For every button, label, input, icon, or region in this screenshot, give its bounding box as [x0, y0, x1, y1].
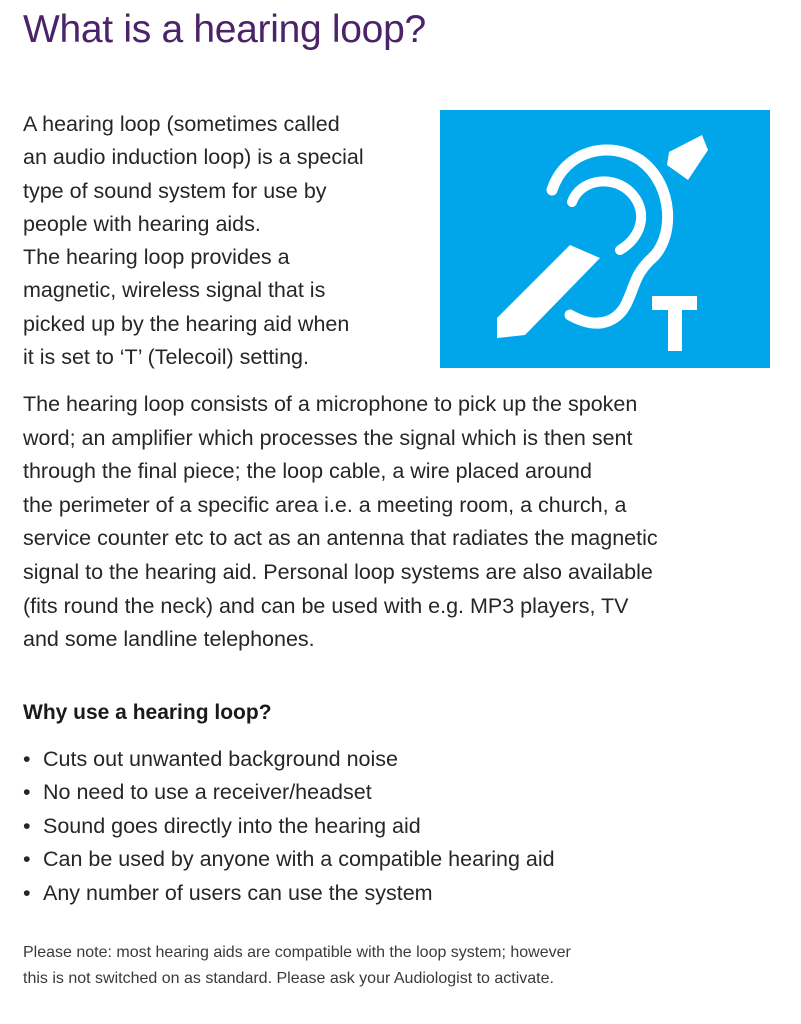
- bullet-icon: •: [23, 880, 31, 905]
- intro-paragraph: [23, 108, 438, 374]
- telecoil-t-icon: [652, 296, 697, 351]
- note-line: this is not switched on as standard. Please ask your Audiologist to activate.: [23, 970, 554, 987]
- please-note: [23, 940, 571, 992]
- intro-line: A hearing loop (sometimes called: [23, 112, 340, 136]
- description-paragraph: [23, 388, 793, 657]
- description-line: service counter etc to act as an antenna that radiates the magnetic: [23, 526, 658, 551]
- description-line: (fits round the neck) and can be used with e.g. MP3 players, TV: [23, 593, 629, 618]
- list-item: • Sound goes directly into the hearing aid: [23, 810, 555, 843]
- intro-line: type of sound system for use by: [23, 178, 327, 203]
- note-line: Please note: most hearing aids are compatible with the loop system; however: [23, 944, 571, 961]
- why-heading: Why use a hearing loop?: [23, 701, 272, 724]
- bullet-icon: •: [23, 780, 31, 805]
- list-item: • Cuts out unwanted background noise: [23, 743, 555, 776]
- description-line: signal to the hearing aid. Personal loop systems are also available: [23, 559, 653, 584]
- description-line: word; an amplifier which processes the signal which is then sent: [23, 425, 633, 450]
- intro-line: magnetic, wireless signal that is: [23, 278, 326, 303]
- description-line: through the final piece; the loop cable, a wire placed around: [23, 459, 592, 484]
- intro-line: an audio induction loop) is a special: [23, 145, 364, 170]
- bullet-icon: •: [23, 813, 31, 838]
- benefits-list: [23, 743, 555, 910]
- page-title: What is a hearing loop?: [23, 8, 426, 51]
- intro-line: it is set to ‘T’ (Telecoil) setting.: [23, 345, 309, 370]
- hearing-loop-sign: [440, 110, 770, 368]
- description-line: and some landline telephones.: [23, 627, 315, 652]
- list-item: • Any number of users can use the system: [23, 877, 555, 910]
- bullet-icon: •: [23, 747, 31, 771]
- description-line: the perimeter of a specific area i.e. a meeting room, a church, a: [23, 492, 627, 517]
- list-item: • No need to use a receiver/headset: [23, 776, 555, 809]
- bullet-icon: •: [23, 847, 31, 872]
- list-item: • Can be used by anyone with a compatible hearing aid: [23, 843, 555, 876]
- intro-line: The hearing loop provides a: [23, 245, 290, 270]
- description-line: The hearing loop consists of a microphone to pick up the spoken: [23, 392, 638, 416]
- hearing-loop-ear-icon: [440, 110, 770, 368]
- intro-line: people with hearing aids.: [23, 211, 261, 236]
- intro-line: picked up by the hearing aid when: [23, 311, 350, 336]
